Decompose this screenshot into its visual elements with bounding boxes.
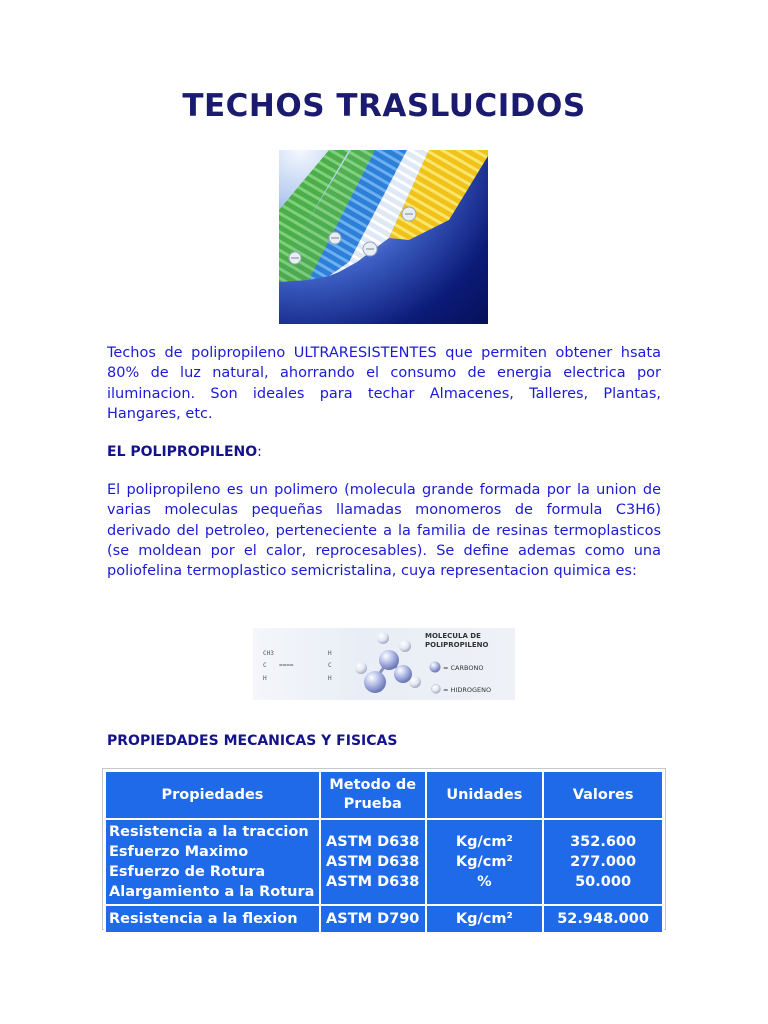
metodo-line: ASTM D638 (326, 834, 420, 850)
molecule-title-line2: POLIPROPILENO (425, 641, 489, 649)
header-metodo (320, 771, 426, 819)
table-header-row (105, 771, 663, 819)
polipropileno-paragraph: El polipropileno es un polimero (molecula grande formada por la union de varias moleculas pequeñas llamadas monomeros de formula C3H6) derivado del petroleo, perteneciente a la familia de resinas termoplasticos (se moldean por el calor, reprocesables). Se define ademas como una poliofelina termoplastico semicristalina, cuya representacion quimica es: (107, 482, 661, 580)
formula-mid-left: C (263, 662, 267, 669)
legend-carbon: = CARBONO (443, 664, 484, 672)
cell-propiedades (105, 819, 320, 905)
prop-line: Esfuerzo de Rotura (109, 864, 266, 880)
unidad-line: Kg/cm² (455, 854, 513, 870)
table-row (105, 905, 663, 933)
intro-paragraph: Techos de polipropileno ULTRARESISTENTES que permiten obtener hsata 80% de luz natural, ahorrando el consumo de energia electrica por iluminacion. Son ideales para techar Almacenes, Talleres, Plantas, Hangares, etc. (107, 345, 661, 422)
roofing-sheets-image (279, 150, 488, 324)
molecule-diagram (253, 628, 515, 700)
header-unidades: Unidades (426, 771, 544, 819)
formula-bot-left: H (263, 675, 267, 682)
page-title: TECHOS TRASLUCIDOS (182, 88, 586, 124)
cell-unidades (426, 819, 544, 905)
formula-mid-right: C (328, 662, 332, 669)
valor-line: 352.600 (570, 834, 637, 850)
cell-metodos (320, 819, 426, 905)
molecule-title-line1: MOLECULA DE (425, 632, 481, 640)
header-propiedades: Propiedades (105, 771, 320, 819)
valor-line: 50.000 (575, 874, 632, 890)
formula-top-right: H (328, 650, 332, 657)
properties-table (104, 770, 664, 934)
cell-prop-flexion: Resistencia a la flexion (105, 905, 320, 933)
hydrogen-legend-icon (431, 684, 441, 694)
cell-metodo-flexion: ASTM D790 (320, 905, 426, 933)
section-heading-propiedades: PROPIEDADES MECANICAS Y FISICAS (107, 733, 398, 749)
legend-hydrogen: = HIDROGENO (443, 686, 492, 694)
metodo-line: ASTM D638 (326, 874, 420, 890)
prop-line: Esfuerzo Maximo (109, 844, 249, 860)
table-row (105, 819, 663, 905)
unidad-line: Kg/cm² (455, 834, 513, 850)
valor-line: 277.000 (570, 854, 637, 870)
molecule-title (425, 632, 515, 650)
prop-line: Alargamiento a la Rotura (109, 884, 315, 900)
header-metodo-line2: Prueba (343, 796, 402, 812)
cell-unidad-flexion: Kg/cm² (426, 905, 544, 933)
formula-mid-bond: ==== (279, 662, 294, 669)
cell-valores (543, 819, 663, 905)
section-heading-polipropileno (107, 444, 262, 460)
section-heading-text: EL POLIPROPILENO (107, 444, 258, 460)
prop-line: Resistencia a la traccion (109, 824, 309, 840)
carbon-legend-icon (429, 661, 441, 673)
formula-bot-right: H (328, 675, 332, 682)
heading-colon: : (257, 444, 262, 460)
metodo-line: ASTM D638 (326, 854, 420, 870)
molecule-3d-model (353, 628, 423, 700)
cell-valor-flexion: 52.948.000 (543, 905, 663, 933)
formula-top-left: CH3 (263, 650, 274, 657)
header-valores: Valores (543, 771, 663, 819)
header-metodo-line1: Metodo de (329, 777, 417, 793)
unidad-line: % (477, 874, 492, 890)
